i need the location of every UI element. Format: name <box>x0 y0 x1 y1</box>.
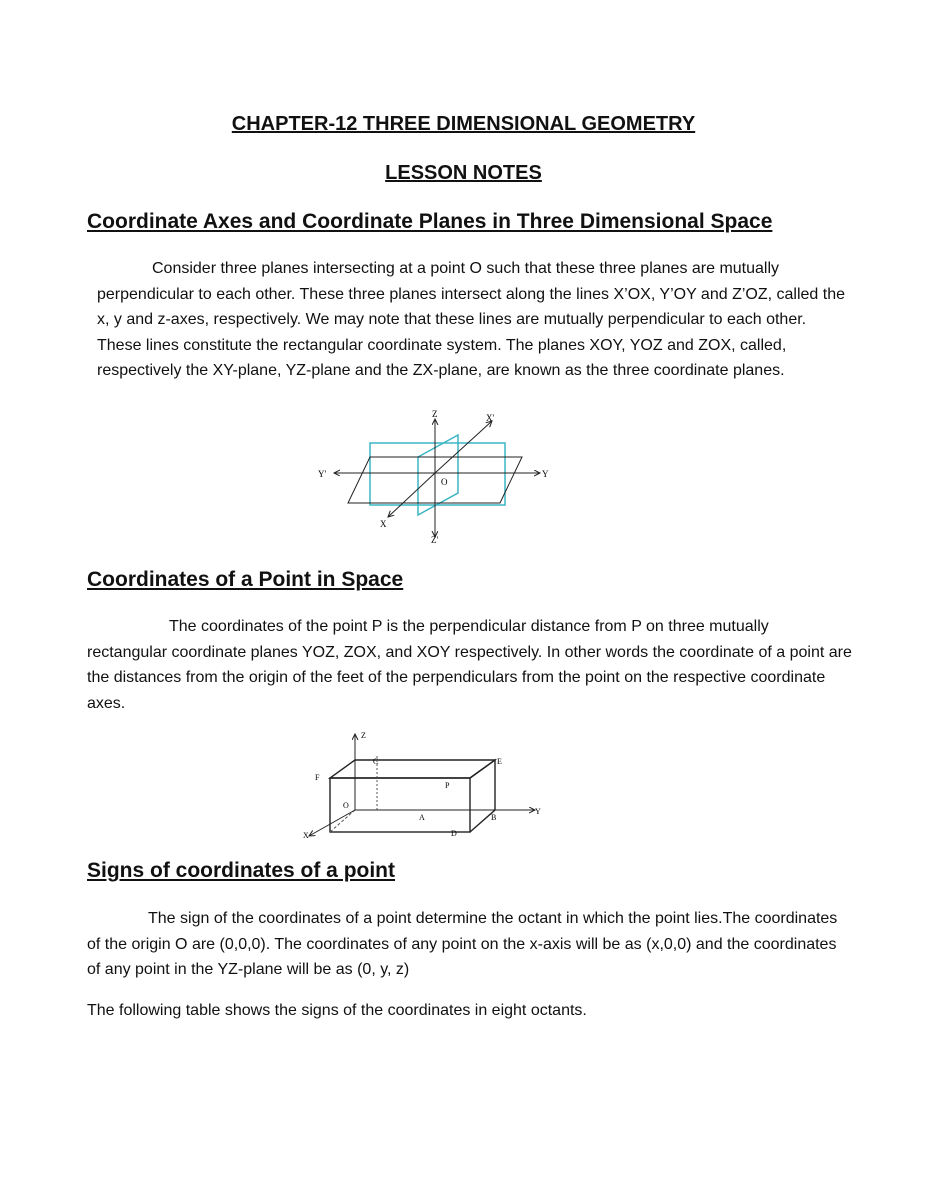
paragraph-line: rectangular coordinate planes YOZ, ZOX, and XOY respectively. In other words the coordinate of a point are <box>87 643 852 661</box>
label-d: D <box>451 829 457 838</box>
label-x: X <box>303 831 309 840</box>
paragraph-line: axes. <box>87 694 126 712</box>
section1-paragraph <box>97 256 897 384</box>
section3-paragraph <box>87 906 897 983</box>
label-c: C <box>373 757 379 766</box>
paragraph-line: x, y and z-axes, respectively. We may note that these lines are mutually perpendicular to each other. <box>97 311 807 328</box>
paragraph-line: respectively the XY-plane, YZ-plane and the ZX-plane, are known as the three coordinate planes. <box>97 362 785 379</box>
label-x: X <box>380 519 387 529</box>
section-heading-coordinate-axes: Coordinate Axes and Coordinate Planes in Three Dimensional Space <box>87 210 773 233</box>
paragraph-line: perpendicular to each other. These three planes intersect along the lines X’OX, Y’OY and Z’OZ, called the <box>97 285 845 303</box>
label-z: Z <box>432 409 438 419</box>
section-heading-coordinates-of-point: Coordinates of a Point in Space <box>87 568 404 591</box>
paragraph-line: Consider three planes intersecting at a point O such that these three planes are mutually <box>152 260 780 277</box>
coordinate-planes-figure <box>310 405 560 545</box>
yz-plane-rect <box>370 443 505 505</box>
x-axis <box>388 473 435 517</box>
paragraph-line: of the origin O are (0,0,0). The coordinates of any point on the x-axis will be as (x,0,0) and the coordinates <box>87 935 837 953</box>
label-y: Y <box>542 469 549 479</box>
label-f: F <box>315 773 320 782</box>
label-z: Z <box>361 731 366 740</box>
label-y-prime: Y' <box>318 469 327 479</box>
section-heading-signs-of-coordinates: Signs of coordinates of a point <box>87 859 396 882</box>
paragraph-line: These lines constitute the rectangular coordinate system. The planes XOY, YOZ and ZOX, called, <box>97 336 787 354</box>
chapter-title: CHAPTER-12 THREE DIMENSIONAL GEOMETRY <box>231 113 696 135</box>
label-x-prime: X' <box>486 413 495 423</box>
label-origin: O <box>441 477 448 487</box>
label-a: A <box>419 813 425 822</box>
closing-sentence: The following table shows the signs of the coordinates in eight octants. <box>87 1002 587 1019</box>
paragraph-line: the distances from the origin of the feet of the perpendiculars from the point on the respective coordinate <box>87 669 826 686</box>
point-in-space-figure <box>295 728 555 840</box>
label-y: Y <box>535 807 541 816</box>
lesson-notes-title: LESSON NOTES <box>385 162 542 184</box>
label-o: O <box>343 801 349 810</box>
label-e: E <box>497 757 502 766</box>
label-b: B <box>491 813 497 822</box>
paragraph-line: The sign of the coordinates of a point determine the octant in which the point lies.The coordinates <box>148 910 838 927</box>
paragraph-line: The coordinates of the point P is the perpendicular distance from P on three mutually <box>169 618 769 635</box>
paragraph-line: of any point in the YZ-plane will be as (0, y, z) <box>87 961 410 978</box>
section2-paragraph <box>87 614 887 716</box>
label-p: P <box>445 781 450 790</box>
label-z-prime: Z' <box>431 535 439 545</box>
